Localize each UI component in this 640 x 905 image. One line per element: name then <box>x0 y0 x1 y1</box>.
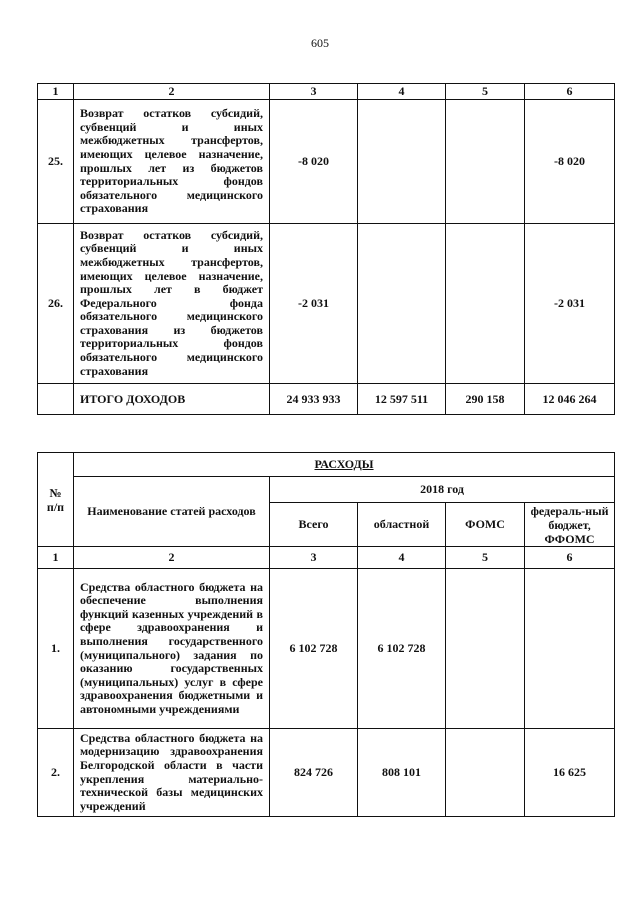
row-federal: -8 020 <box>525 100 615 224</box>
col-total-header: Всего <box>270 503 358 547</box>
row-name: Средства областного бюджета на модернизацию здравоохранения Белгородской области в части укрепления материально-технической базы медицинских учреждений <box>74 729 270 817</box>
total-all: 24 933 933 <box>270 384 358 415</box>
row-name: Возврат остатков субсидий, субвенций и иных межбюджетных трансфертов, имеющих целевое назначение, прошлых лет в бюджет Федерального фонда обязательного медицинского страхования из бюджетов территориальных фондов обязательного медицинского страхования <box>74 224 270 384</box>
col-number-5: 5 <box>446 84 525 100</box>
total-foms: 290 158 <box>446 384 525 415</box>
col-regional-header: областной <box>358 503 446 547</box>
income-table-header <box>38 84 615 100</box>
row-regional: 808 101 <box>358 729 446 817</box>
col-number-2: 2 <box>74 547 270 569</box>
col-number-3: 3 <box>270 547 358 569</box>
row-federal: -2 031 <box>525 224 615 384</box>
col-number-2: 2 <box>74 84 270 100</box>
row-regional: 6 102 728 <box>358 569 446 729</box>
col-number-6: 6 <box>525 84 615 100</box>
row-number: 26. <box>38 224 74 384</box>
row-federal <box>525 569 615 729</box>
row-total: 6 102 728 <box>270 569 358 729</box>
expenses-number-row <box>38 547 615 569</box>
table-row <box>38 729 615 817</box>
col-number-1: 1 <box>38 84 74 100</box>
col-number-6: 6 <box>525 547 615 569</box>
total-label: ИТОГО ДОХОДОВ <box>74 384 270 415</box>
col-number-4: 4 <box>358 547 446 569</box>
row-number: 25. <box>38 100 74 224</box>
col-number-5: 5 <box>446 547 525 569</box>
row-foms <box>446 100 525 224</box>
row-name: Средства областного бюджета на обеспечение выполнения функций казенных учреждений в сфере здравоохранения и выполнения государственного (муниципального) задания по оказанию государственных (муниципальных) услуг в сфере здравоохранения бюджетными и автономными учреждениями <box>74 569 270 729</box>
col-federal-header: федераль-ный бюджет, ФФОМС <box>525 503 615 547</box>
expenses-table <box>37 452 615 817</box>
row-total: 824 726 <box>270 729 358 817</box>
total-regional: 12 597 511 <box>358 384 446 415</box>
table-row <box>38 224 615 384</box>
table-row <box>38 569 615 729</box>
row-foms <box>446 569 525 729</box>
row-regional <box>358 224 446 384</box>
col-name-header: Наименование статей расходов <box>74 477 270 547</box>
total-federal: 12 046 264 <box>525 384 615 415</box>
col-number-3: 3 <box>270 84 358 100</box>
row-federal: 16 625 <box>525 729 615 817</box>
row-regional <box>358 100 446 224</box>
row-total: -8 020 <box>270 100 358 224</box>
section-title: РАСХОДЫ <box>74 453 615 477</box>
col-foms-header: ФОМС <box>446 503 525 547</box>
row-name: Возврат остатков субсидий, субвенций и иных межбюджетных трансфертов, имеющих целевое назначение, прошлых лет из бюджетов территориальных фондов обязательного медицинского страхования <box>74 100 270 224</box>
col-no-header: № п/п <box>38 453 74 547</box>
row-total: -2 031 <box>270 224 358 384</box>
total-row <box>38 384 615 415</box>
col-number-4: 4 <box>358 84 446 100</box>
row-foms <box>446 729 525 817</box>
year-header: 2018 год <box>270 477 615 503</box>
row-foms <box>446 224 525 384</box>
page-number: 605 <box>311 36 329 50</box>
table-row <box>38 100 615 224</box>
row-number: 2. <box>38 729 74 817</box>
col-number-1: 1 <box>38 547 74 569</box>
row-number: 1. <box>38 569 74 729</box>
income-table <box>37 83 615 415</box>
